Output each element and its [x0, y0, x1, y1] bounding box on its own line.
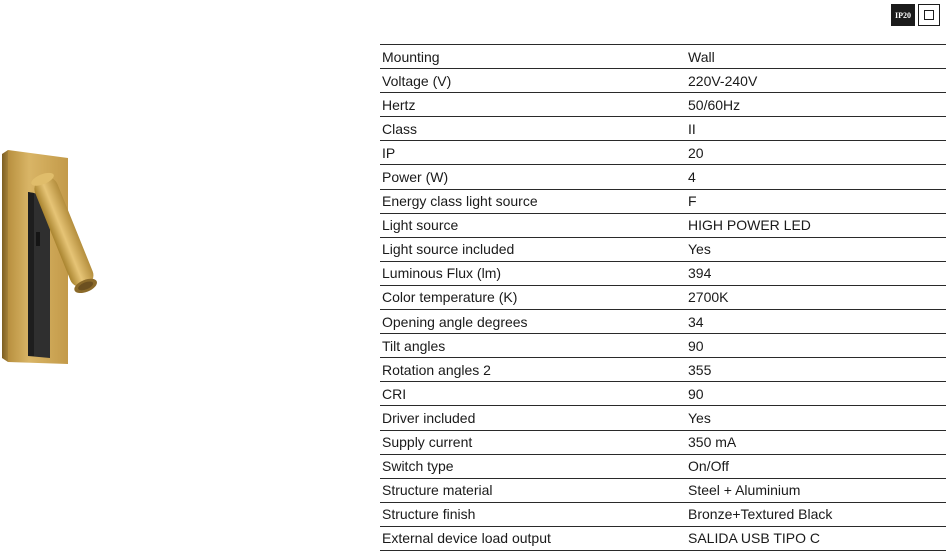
spec-value: Wall — [684, 45, 946, 69]
spec-row — [380, 502, 946, 526]
ip-rating-badge: IP20 — [891, 4, 915, 26]
spec-row — [380, 93, 946, 117]
spec-row — [380, 478, 946, 502]
spec-value: 350 mA — [684, 430, 946, 454]
spec-row — [380, 69, 946, 93]
spec-value: F — [684, 189, 946, 213]
spec-row — [380, 358, 946, 382]
spec-label: External device load output — [380, 526, 684, 550]
spec-label: Hertz — [380, 93, 684, 117]
spec-row — [380, 430, 946, 454]
spec-label: Mounting — [380, 45, 684, 69]
spec-value: 20 — [684, 141, 946, 165]
spec-value: 394 — [684, 261, 946, 285]
spec-row — [380, 213, 946, 237]
certification-badges — [891, 4, 940, 26]
plate-edge — [2, 150, 8, 362]
class-ii-icon — [918, 4, 940, 26]
spec-value: II — [684, 117, 946, 141]
spec-row — [380, 454, 946, 478]
spec-row — [380, 406, 946, 430]
spec-label: CRI — [380, 382, 684, 406]
spec-label: Supply current — [380, 430, 684, 454]
spec-label: Voltage (V) — [380, 69, 684, 93]
spec-label: Switch type — [380, 454, 684, 478]
spec-value: Yes — [684, 237, 946, 261]
spec-label: Light source included — [380, 237, 684, 261]
spec-value: On/Off — [684, 454, 946, 478]
spec-label: Driver included — [380, 406, 684, 430]
spec-label: Structure finish — [380, 502, 684, 526]
spec-label: Tilt angles — [380, 334, 684, 358]
spec-label: Light source — [380, 213, 684, 237]
spec-label: Luminous Flux (lm) — [380, 261, 684, 285]
spec-value: SALIDA USB TIPO C — [684, 526, 946, 550]
spec-label: Energy class light source — [380, 189, 684, 213]
spec-value: 90 — [684, 334, 946, 358]
spec-label: Class — [380, 117, 684, 141]
spec-row — [380, 261, 946, 285]
spec-value: 220V-240V — [684, 69, 946, 93]
spec-row — [380, 310, 946, 334]
spec-row — [380, 141, 946, 165]
spec-label: Color temperature (K) — [380, 285, 684, 309]
spec-row — [380, 45, 946, 69]
spec-label: Structure material — [380, 478, 684, 502]
spec-row — [380, 382, 946, 406]
spec-value: Bronze+Textured Black — [684, 502, 946, 526]
wall-lamp-product-image — [0, 148, 112, 364]
spec-value: Yes — [684, 406, 946, 430]
spec-label: Power (W) — [380, 165, 684, 189]
spec-label: IP — [380, 141, 684, 165]
spec-row — [380, 334, 946, 358]
spec-value: 90 — [684, 382, 946, 406]
spec-row — [380, 237, 946, 261]
specifications-table — [380, 44, 946, 551]
spec-value: Steel + Aluminium — [684, 478, 946, 502]
spec-value: 2700K — [684, 285, 946, 309]
spec-value: HIGH POWER LED — [684, 213, 946, 237]
spec-row — [380, 165, 946, 189]
spec-row — [380, 526, 946, 550]
switch-detail — [36, 232, 40, 246]
spec-value: 34 — [684, 310, 946, 334]
spec-label: Opening angle degrees — [380, 310, 684, 334]
spec-label: Rotation angles 2 — [380, 358, 684, 382]
spec-row — [380, 117, 946, 141]
spec-row — [380, 189, 946, 213]
spec-value: 4 — [684, 165, 946, 189]
spec-value: 50/60Hz — [684, 93, 946, 117]
spec-row — [380, 285, 946, 309]
spec-value: 355 — [684, 358, 946, 382]
